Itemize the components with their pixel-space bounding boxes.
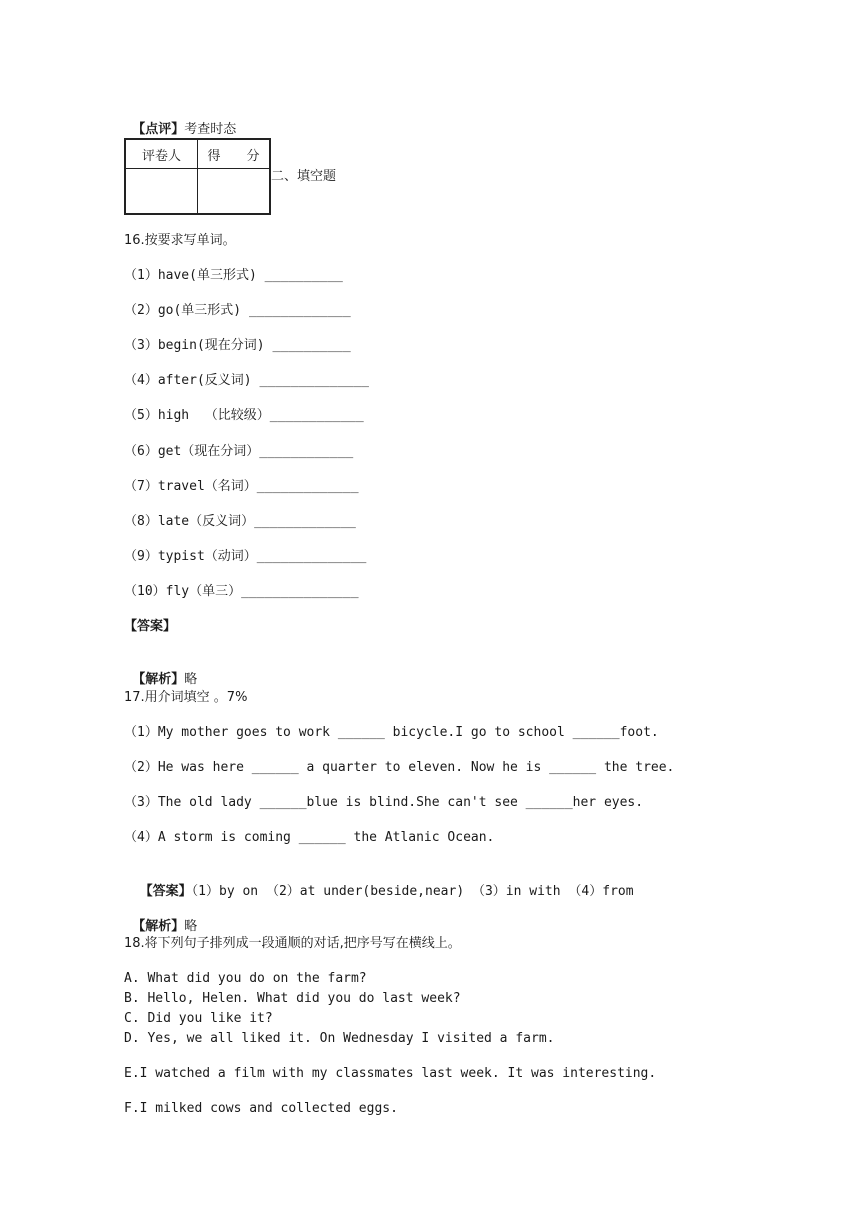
q16-analysis-line — [124, 653, 197, 689]
q18-option-c: C. Did you like it? — [124, 1011, 273, 1026]
q17-analysis-label: 【解析】 — [132, 919, 185, 934]
q18-option-e: E.I watched a film with my classmates last week. It was interesting. — [124, 1066, 657, 1081]
q16-analysis-text: 略 — [184, 672, 198, 687]
q16-item-8: （8）late（反义词）_____________ — [124, 514, 356, 529]
score-header: 得 分 — [198, 139, 271, 169]
comment-line — [124, 103, 236, 139]
q17-item-1: （1）My mother goes to work ______ bicycle.I go to school ______foot. — [124, 725, 659, 740]
section-title: 二、填空题 — [271, 169, 337, 184]
q16-analysis-label: 【解析】 — [132, 672, 185, 687]
q17-analysis-line — [124, 900, 197, 936]
q17-answer-line — [124, 865, 634, 901]
q18-option-f: F.I milked cows and collected eggs. — [124, 1101, 398, 1116]
q17-analysis-text: 略 — [184, 919, 198, 934]
q16-item-2: （2）go(单三形式) _____________ — [124, 303, 351, 318]
q18-option-a: A. What did you do on the farm? — [124, 971, 367, 986]
q16-item-10: （10）fly（单三）_______________ — [124, 584, 359, 599]
q16-title: 16.按要求写单词。 — [124, 233, 236, 248]
q16-item-1: （1）have(单三形式) __________ — [124, 268, 343, 283]
q18-title: 18.将下列句子排列成一段通顺的对话,把序号写在横线上。 — [124, 936, 461, 951]
grader-cell — [125, 169, 198, 215]
score-table — [124, 138, 271, 215]
score-cell — [198, 169, 271, 215]
q16-item-3: （3）begin(现在分词) __________ — [124, 338, 351, 353]
q16-item-5: （5）high （比较级）____________ — [124, 408, 364, 423]
q17-item-2: （2）He was here ______ a quarter to eleven. Now he is ______ the tree. — [124, 760, 675, 775]
q17-answer-label: 【答案】 — [139, 884, 192, 899]
comment-label: 【点评】 — [132, 122, 185, 137]
q16-item-6: （6）get（现在分词）____________ — [124, 444, 354, 459]
q17-answer-text: （1）by on （2）at under(beside,near) （3）in with （4）from — [191, 884, 634, 899]
grader-header: 评卷人 — [125, 139, 198, 169]
q17-item-4: （4）A storm is coming ______ the Atlanic Ocean. — [124, 830, 495, 845]
comment-text: 考查时态 — [184, 122, 237, 137]
q18-option-d: D. Yes, we all liked it. On Wednesday I visited a farm. — [124, 1031, 555, 1046]
q16-item-4: （4）after(反义词) ______________ — [124, 373, 370, 388]
q16-answer-label: 【答案】 — [124, 619, 177, 634]
q18-option-b: B. Hello, Helen. What did you do last week? — [124, 991, 461, 1006]
q17-title: 17.用介词填空 。7% — [124, 690, 248, 705]
q17-item-3: （3）The old lady ______blue is blind.She can't see ______her eyes. — [124, 795, 644, 810]
q16-item-9: （9）typist（动词）______________ — [124, 549, 367, 564]
q16-item-7: （7）travel（名词）_____________ — [124, 479, 359, 494]
